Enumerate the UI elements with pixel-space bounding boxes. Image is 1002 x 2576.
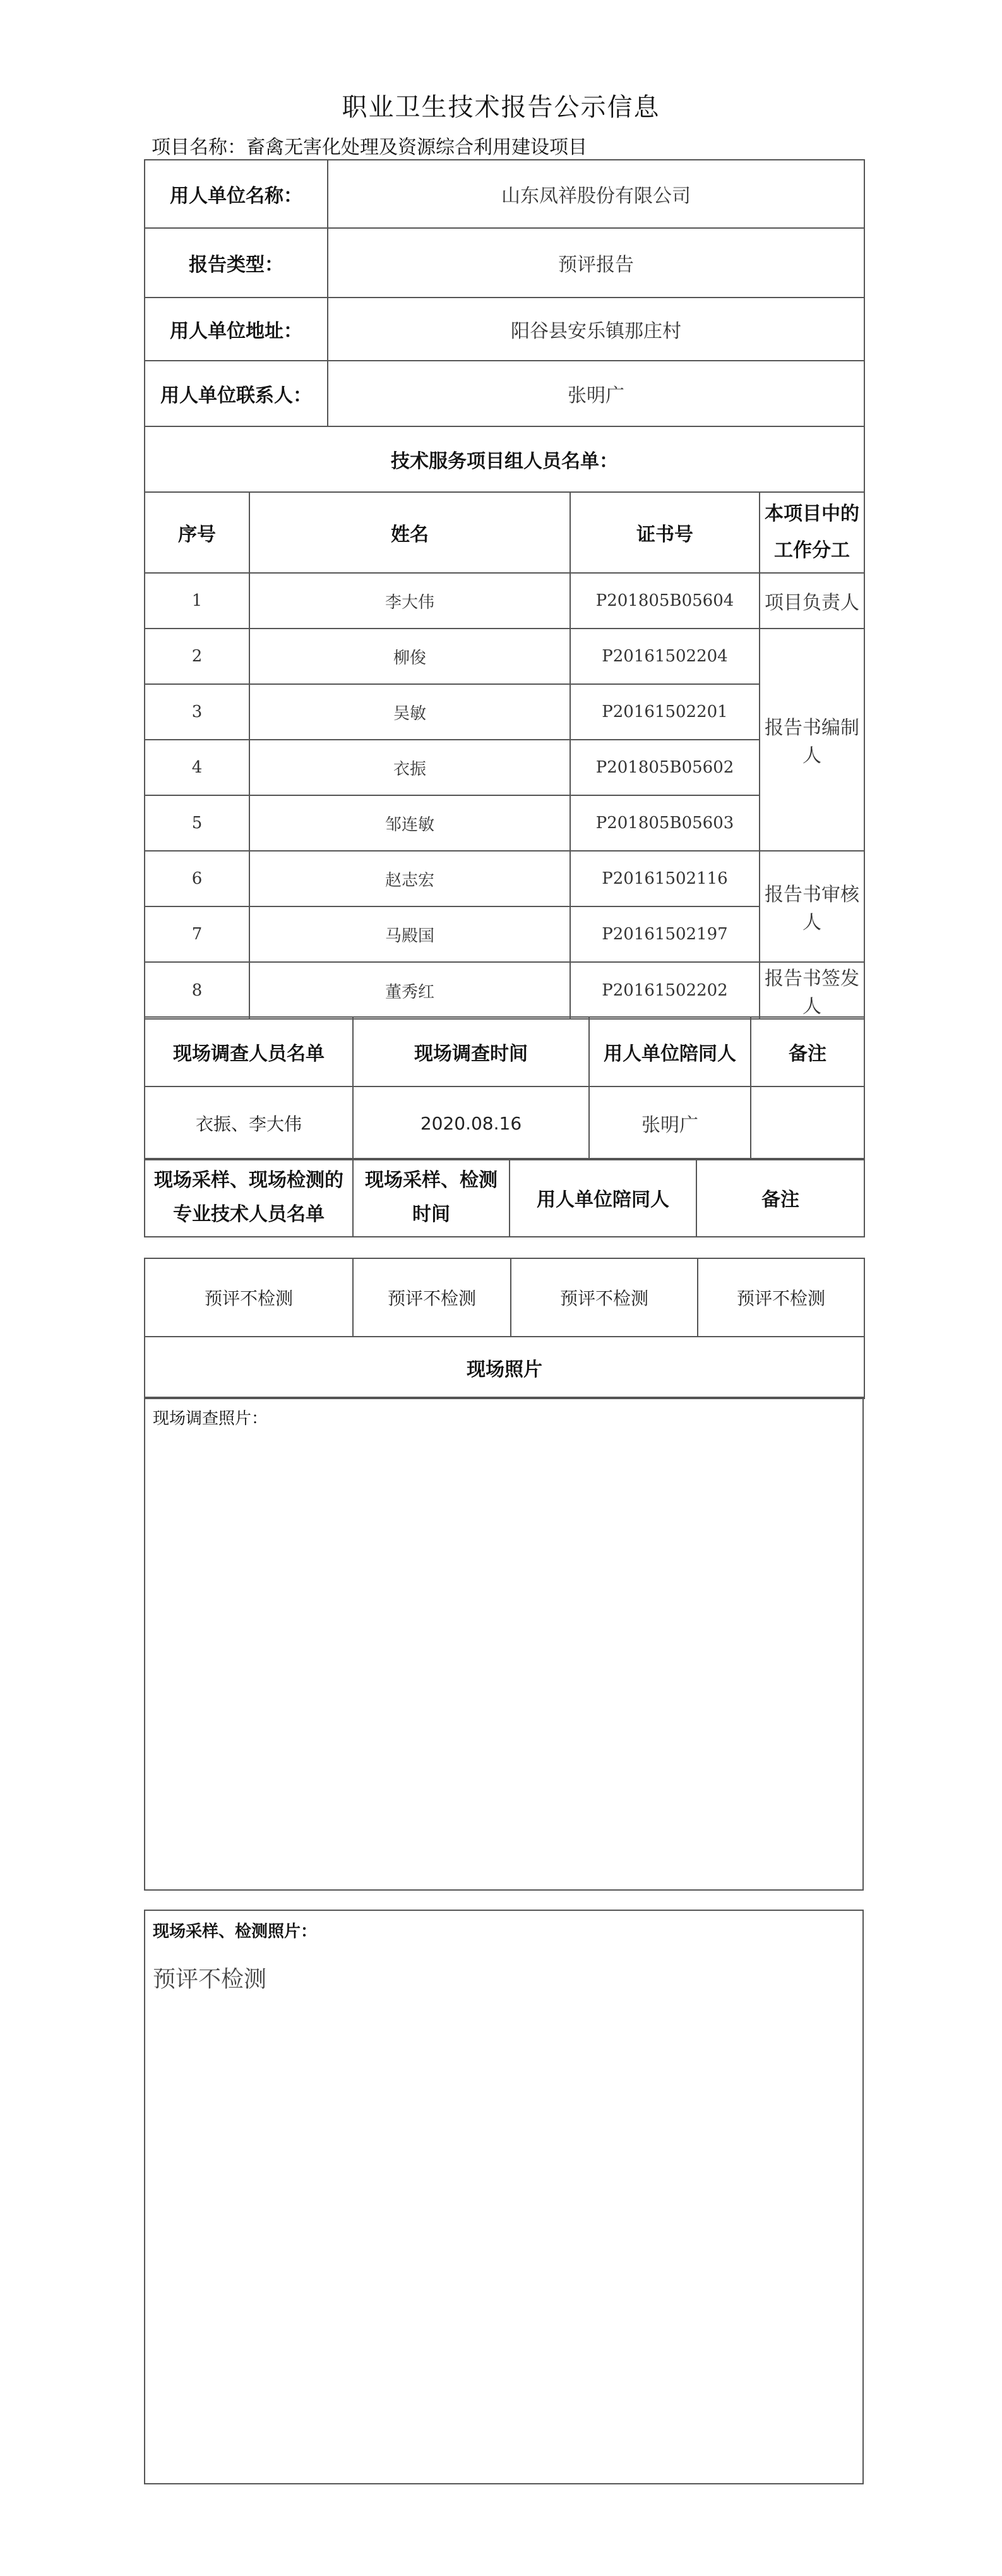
member-cert: P201805B05602 (570, 740, 760, 795)
sampling-escort-header: 用人单位陪同人 (510, 1159, 696, 1237)
member-no: 3 (145, 684, 249, 740)
sampling-header-table (144, 1158, 865, 1237)
table-row (145, 906, 864, 962)
employer-name-label: 用人单位名称： (145, 160, 328, 228)
member-no: 2 (145, 629, 249, 684)
member-no: 1 (145, 573, 249, 629)
survey-table (144, 1016, 865, 1160)
survey-time: 2020.08.16 (353, 1086, 589, 1160)
member-name: 吴敏 (249, 684, 570, 740)
member-cert: P20161502197 (570, 906, 760, 962)
survey-escort: 张明广 (589, 1086, 751, 1160)
member-no: 8 (145, 962, 249, 1019)
survey-time-header: 现场调查时间 (353, 1017, 589, 1086)
sampling-header-row (145, 1159, 864, 1237)
member-cert: P20161502201 (570, 684, 760, 740)
member-no: 5 (145, 795, 249, 851)
survey-note (751, 1086, 864, 1160)
survey-value-row (145, 1086, 864, 1160)
member-no: 7 (145, 906, 249, 962)
survey-header-row (145, 1017, 864, 1086)
page-title: 职业卫生技术报告公示信息 (342, 93, 660, 122)
header-name: 姓名 (249, 492, 570, 573)
role-leader: 项目负责人 (760, 573, 864, 629)
table-row (145, 684, 864, 740)
member-cert: P20161502116 (570, 851, 760, 906)
header-no: 序号 (145, 492, 249, 573)
row-address (145, 298, 864, 361)
role-writer: 报告书编制人 (760, 629, 864, 851)
photo-heading: 现场照片 (145, 1337, 864, 1399)
sampling-note: 预评不检测 (698, 1258, 864, 1337)
member-no: 6 (145, 851, 249, 906)
row-team-heading (145, 426, 864, 492)
sampling-note-header: 备注 (696, 1159, 864, 1237)
row-contact (145, 361, 864, 426)
survey-escort-header: 用人单位陪同人 (589, 1017, 751, 1086)
member-name: 衣振 (249, 740, 570, 795)
sampling-staff-header: 现场采样、现场检测的专业技术人员名单 (145, 1159, 353, 1237)
sampling-value-row (145, 1258, 864, 1337)
report-type-value: 预评报告 (328, 228, 864, 298)
member-name: 董秀红 (249, 962, 570, 1019)
role-issuer: 报告书签发人 (760, 962, 864, 1019)
survey-staff-header: 现场调查人员名单 (145, 1017, 353, 1086)
member-name: 柳俊 (249, 629, 570, 684)
sampling-photo-label: 现场采样、检测照片： (153, 1922, 318, 1941)
contact-value: 张明广 (328, 361, 864, 426)
sampling-photo-text: 预评不检测 (153, 1966, 267, 1992)
sampling-time: 预评不检测 (353, 1258, 511, 1337)
table-row (145, 629, 864, 684)
member-name: 赵志宏 (249, 851, 570, 906)
sampling-value-table (144, 1258, 865, 1399)
member-name: 李大伟 (249, 573, 570, 629)
address-value: 阳谷县安乐镇那庄村 (328, 298, 864, 361)
sampling-time-header: 现场采样、检测时间 (353, 1159, 510, 1237)
employer-name-value: 山东凤祥股份有限公司 (328, 160, 864, 228)
survey-note-header: 备注 (751, 1017, 864, 1086)
survey-photo-box (144, 1397, 864, 1891)
survey-staff: 衣振、李大伟 (145, 1086, 353, 1160)
row-report-type (145, 228, 864, 298)
member-name: 马殿国 (249, 906, 570, 962)
member-cert: P201805B05604 (570, 573, 760, 629)
team-header-row (145, 492, 864, 573)
member-cert: P201805B05603 (570, 795, 760, 851)
sampling-staff: 预评不检测 (145, 1258, 353, 1337)
report-type-label: 报告类型： (145, 228, 328, 298)
sampling-photo-box (144, 1910, 864, 2484)
survey-photo-label: 现场调查照片： (153, 1409, 268, 1428)
row-employer-name (145, 160, 864, 228)
table-row (145, 795, 864, 851)
member-cert: P20161502202 (570, 962, 760, 1019)
address-label: 用人单位地址： (145, 298, 328, 361)
table-row (145, 851, 864, 906)
table-row (145, 573, 864, 629)
header-role: 本项目中的工作分工 (760, 492, 864, 573)
project-name: 项目名称：畜禽无害化处理及资源综合利用建设项目 (152, 136, 587, 159)
member-no: 4 (145, 740, 249, 795)
info-table (144, 159, 865, 1020)
team-heading: 技术服务项目组人员名单： (145, 426, 864, 492)
member-cert: P20161502204 (570, 629, 760, 684)
photo-heading-row (145, 1337, 864, 1399)
role-reviewer: 报告书审核人 (760, 851, 864, 962)
table-row (145, 740, 864, 795)
table-row (145, 962, 864, 1019)
contact-label: 用人单位联系人： (145, 361, 328, 426)
header-cert: 证书号 (570, 492, 760, 573)
sampling-escort: 预评不检测 (511, 1258, 698, 1337)
member-name: 邹连敏 (249, 795, 570, 851)
